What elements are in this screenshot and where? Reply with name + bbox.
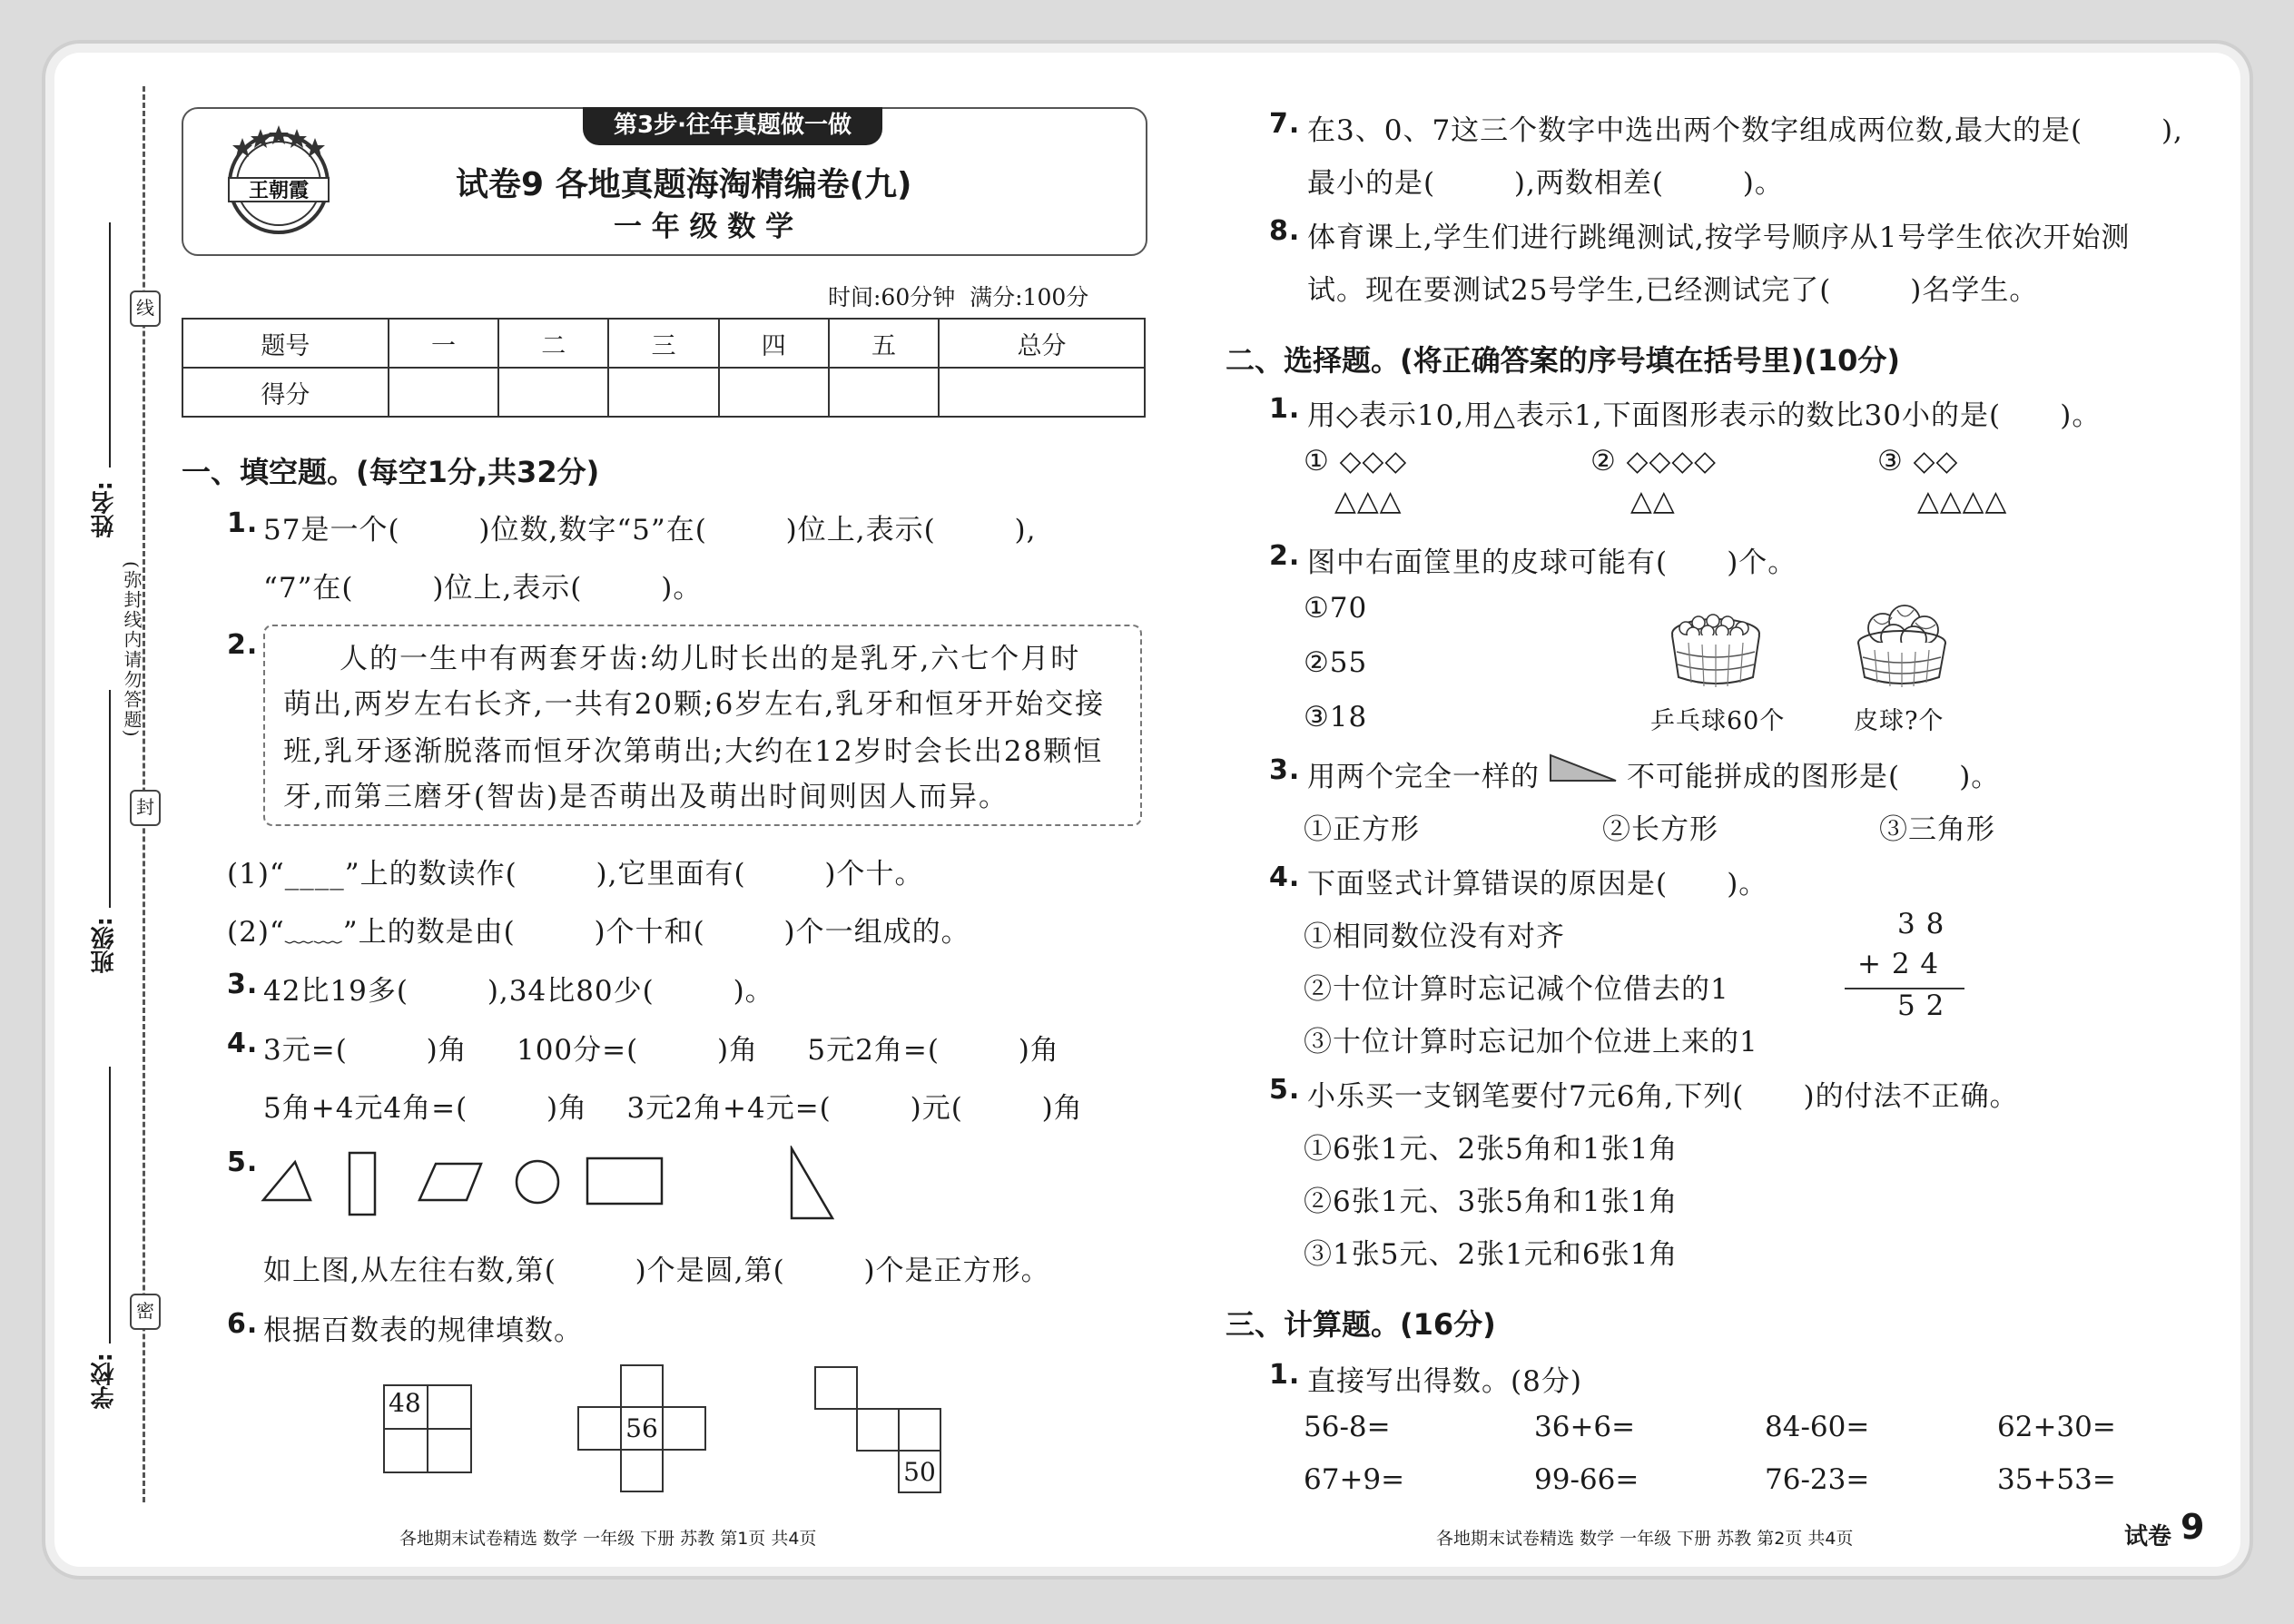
circle-shape — [517, 1161, 558, 1203]
c1-option-triangles: △△△ — [1334, 485, 1403, 517]
c3-option[interactable]: ①正方形 — [1304, 813, 1420, 846]
q8-number: 8. — [1269, 215, 1301, 247]
parallelogram-shape — [419, 1164, 481, 1200]
binding-note: (弥封线内请勿答题) — [121, 561, 143, 739]
q2-sub1: (1)“____”上的数读作( ),它里面有( )个十。 — [227, 858, 924, 891]
square-shape — [587, 1158, 662, 1204]
c2-option[interactable]: ②55 — [1304, 646, 1368, 679]
q1-number: 1. — [227, 507, 259, 539]
grid-cell[interactable] — [427, 1428, 472, 1473]
binding-char-seal2: 密 — [130, 1294, 161, 1330]
calc-item[interactable]: 99-66= — [1534, 1463, 1639, 1496]
label-school: 学校: — [91, 1353, 118, 1410]
paper-number: 9 — [2181, 1507, 2205, 1547]
q8-line2: 试。现在要测试25号学生,已经测试完了( )名学生。 — [1307, 274, 2039, 307]
school-blank[interactable] — [109, 1067, 111, 1343]
q4-line2: 5角+4元4角=( )角 3元2角+4元=( )元( )角 — [263, 1092, 1083, 1125]
q5-shapes — [254, 1146, 853, 1227]
passage-line: 班,乳牙逐渐脱落而恒牙次第萌出;大约在12岁时会长出28颗恒 — [283, 735, 1104, 768]
c3-text-post: 不可能拼成的图形是( )。 — [1627, 761, 2001, 793]
c1-option[interactable]: ① ◇◇◇ — [1304, 445, 1408, 477]
grid-cell[interactable] — [577, 1406, 622, 1451]
right-triangle-piece-icon — [1547, 752, 1620, 784]
c4-option[interactable]: ②十位计算时忘记减个位借去的1 — [1304, 973, 1729, 1006]
calc-item[interactable]: 36+6= — [1534, 1411, 1636, 1443]
q3-number: 3. — [227, 969, 259, 1000]
grid-cell[interactable] — [620, 1449, 664, 1492]
header-box — [182, 107, 1147, 256]
basket2-label: 皮球?个 — [1854, 707, 1944, 735]
score-cell[interactable] — [498, 368, 608, 417]
grid-cell-50: 50 — [898, 1450, 941, 1493]
section3-heading: 三、计算题。(16分) — [1226, 1307, 1496, 1342]
c4-option[interactable]: ③十位计算时忘记加个位进上来的1 — [1304, 1026, 1758, 1058]
c1-option-triangles: △△△△ — [1917, 485, 2008, 517]
grid-cell[interactable] — [383, 1428, 428, 1473]
c3-number: 3. — [1269, 754, 1301, 786]
score-header-cell: 总分 — [939, 319, 1145, 368]
basket1-label: 乒乓球60个 — [1650, 707, 1786, 735]
passage-line: 人的一生中有两套牙齿:幼儿时长出的是乳牙,六七个月时 — [340, 643, 1081, 675]
q2-number: 2. — [227, 629, 259, 661]
step-tab: 第3步·往年真题做一做 — [583, 107, 882, 145]
grid-cell-56: 56 — [620, 1406, 664, 1451]
q1-line2: “7”在( )位上,表示( )。 — [263, 572, 703, 605]
svg-text:王朝霞: 王朝霞 — [248, 179, 310, 202]
grid-cell[interactable] — [898, 1408, 941, 1452]
calc-item[interactable]: 67+9= — [1304, 1463, 1405, 1496]
time-info: 时间:60分钟 满分:100分 — [828, 284, 1089, 310]
binding-char-line: 线 — [130, 290, 161, 327]
exam-subtitle: 一 年 级 数 学 — [614, 211, 794, 243]
c2-text: 图中右面筐里的皮球可能有( )个。 — [1307, 546, 1797, 579]
passage-line: 萌出,两岁左右长齐,一共有20颗;6岁左右,乳牙和恒牙开始交接 — [283, 688, 1106, 721]
c5-option[interactable]: ①6张1元、2张5角和1张1角 — [1304, 1133, 1679, 1166]
c4-option[interactable]: ①相同数位没有对齐 — [1304, 920, 1565, 953]
score-header-cell: 二 — [498, 319, 608, 368]
score-cell[interactable] — [389, 368, 498, 417]
c3-option[interactable]: ②长方形 — [1602, 813, 1718, 846]
c2-number: 2. — [1269, 540, 1301, 572]
vertical-calc-addend: + 2 4 — [1857, 948, 1940, 980]
q7-line2: 最小的是( ),两数相差( )。 — [1307, 167, 1784, 200]
publisher-logo-icon — [211, 122, 347, 240]
score-cell[interactable] — [939, 368, 1145, 417]
rectangle-shape — [350, 1153, 375, 1215]
grid-cell[interactable] — [856, 1408, 900, 1452]
c2-option[interactable]: ①70 — [1304, 592, 1368, 625]
score-header-row — [182, 319, 1145, 368]
c3-text-pre: 用两个完全一样的 — [1307, 761, 1540, 793]
q7-line1: 在3、0、7这三个数字中选出两个数字组成两位数,最大的是( ), — [1307, 114, 2183, 147]
name-blank[interactable] — [109, 222, 111, 468]
section2-heading: 二、选择题。(将正确答案的序号填在括号里)(10分) — [1226, 343, 1901, 378]
score-row-label: 得分 — [182, 368, 389, 417]
q1-line1: 57是一个( )位数,数字“5”在( )位上,表示( ), — [263, 514, 1037, 546]
q3-text: 42比19多( ),34比80少( )。 — [263, 975, 774, 1008]
score-cell[interactable] — [829, 368, 939, 417]
c5-option[interactable]: ②6张1元、3张5角和1张1角 — [1304, 1186, 1679, 1218]
paper-label: 试卷 — [2124, 1523, 2172, 1550]
q5-text: 如上图,从左往右数,第( )个是圆,第( )个是正方形。 — [263, 1255, 1050, 1287]
c4-text: 下面竖式计算错误的原因是( )。 — [1307, 868, 1768, 901]
score-header-cell: 四 — [719, 319, 829, 368]
score-table — [182, 318, 1146, 418]
vertical-calc-result: 5 2 — [1897, 989, 1945, 1022]
c2-option[interactable]: ③18 — [1304, 701, 1368, 733]
passage-line: 牙,而第三磨牙(智齿)是否萌出及萌出时间则因人而异。 — [283, 781, 1009, 813]
left-footer: 各地期末试卷精选 数学 一年级 下册 苏教 第1页 共4页 — [399, 1529, 817, 1549]
calc-item[interactable]: 84-60= — [1765, 1411, 1870, 1443]
c1-text: 用◇表示10,用△表示1,下面图形表示的数比30小的是( )。 — [1307, 399, 2102, 432]
q5-number: 5. — [227, 1147, 259, 1178]
c1-number: 1. — [1269, 393, 1301, 425]
c5-text: 小乐买一支钢笔要付7元6角,下列( )的付法不正确。 — [1307, 1080, 2019, 1113]
score-header-cell: 一 — [389, 319, 498, 368]
c1-option-triangles: △△ — [1630, 485, 1676, 517]
calc-item[interactable]: 56-8= — [1304, 1411, 1391, 1443]
class-blank[interactable] — [109, 690, 111, 908]
ball-basket-icon — [1852, 603, 1952, 688]
grid-cell[interactable] — [427, 1384, 472, 1430]
exam-title: 试卷9 各地真题海淘精编卷(九) — [456, 166, 912, 203]
score-header-cell: 三 — [608, 319, 718, 368]
pingpong-basket-icon — [1666, 606, 1766, 688]
c5-option[interactable]: ③1张5元、2张1元和6张1角 — [1304, 1238, 1679, 1271]
c1-option[interactable]: ③ ◇◇ — [1877, 445, 1959, 477]
score-row — [182, 368, 1145, 417]
q6-text: 根据百数表的规律填数。 — [263, 1314, 583, 1347]
vertical-calc-top: 3 8 — [1897, 908, 1945, 940]
passage-box — [263, 625, 1142, 826]
grid-cell[interactable] — [814, 1366, 858, 1410]
label-name: 姓名: — [91, 481, 118, 538]
score-cell[interactable] — [608, 368, 718, 417]
q6-number: 6. — [227, 1308, 259, 1340]
grid-cell[interactable] — [620, 1364, 664, 1408]
c4-number: 4. — [1269, 861, 1301, 893]
q2-sub2: (2)“﹏﹏”上的数是由( )个十和( )个一组成的。 — [227, 916, 970, 949]
grid-cell[interactable] — [662, 1406, 706, 1451]
triangle-shape — [263, 1162, 310, 1200]
right-triangle-shape — [792, 1148, 832, 1218]
section1-heading: 一、填空题。(每空1分,共32分) — [182, 455, 600, 489]
d1-text: 直接写出得数。(8分) — [1307, 1365, 1582, 1398]
label-class: 班级: — [91, 917, 118, 974]
d1-number: 1. — [1269, 1359, 1301, 1391]
binding-char-seal: 封 — [130, 790, 161, 826]
grid-cell-48: 48 — [383, 1384, 428, 1430]
c3-option[interactable]: ③三角形 — [1879, 813, 1995, 846]
q4-number: 4. — [227, 1028, 259, 1059]
score-cell[interactable] — [719, 368, 829, 417]
q4-line1: 3元=( )角 100分=( )角 5元2角=( )角 — [263, 1034, 1059, 1067]
c1-option[interactable]: ② ◇◇◇◇ — [1590, 445, 1718, 477]
score-header-cell: 五 — [829, 319, 939, 368]
q8-line1: 体育课上,学生们进行跳绳测试,按学号顺序从1号学生依次开始测 — [1307, 221, 2131, 254]
calc-item[interactable]: 76-23= — [1765, 1463, 1870, 1496]
right-footer: 各地期末试卷精选 数学 一年级 下册 苏教 第2页 共4页 — [1436, 1529, 1854, 1549]
score-header-cell: 题号 — [182, 319, 389, 368]
calc-item[interactable]: 35+53= — [1997, 1463, 2116, 1496]
c5-number: 5. — [1269, 1074, 1301, 1106]
calc-item[interactable]: 62+30= — [1997, 1411, 2116, 1443]
q7-number: 7. — [1269, 108, 1301, 140]
